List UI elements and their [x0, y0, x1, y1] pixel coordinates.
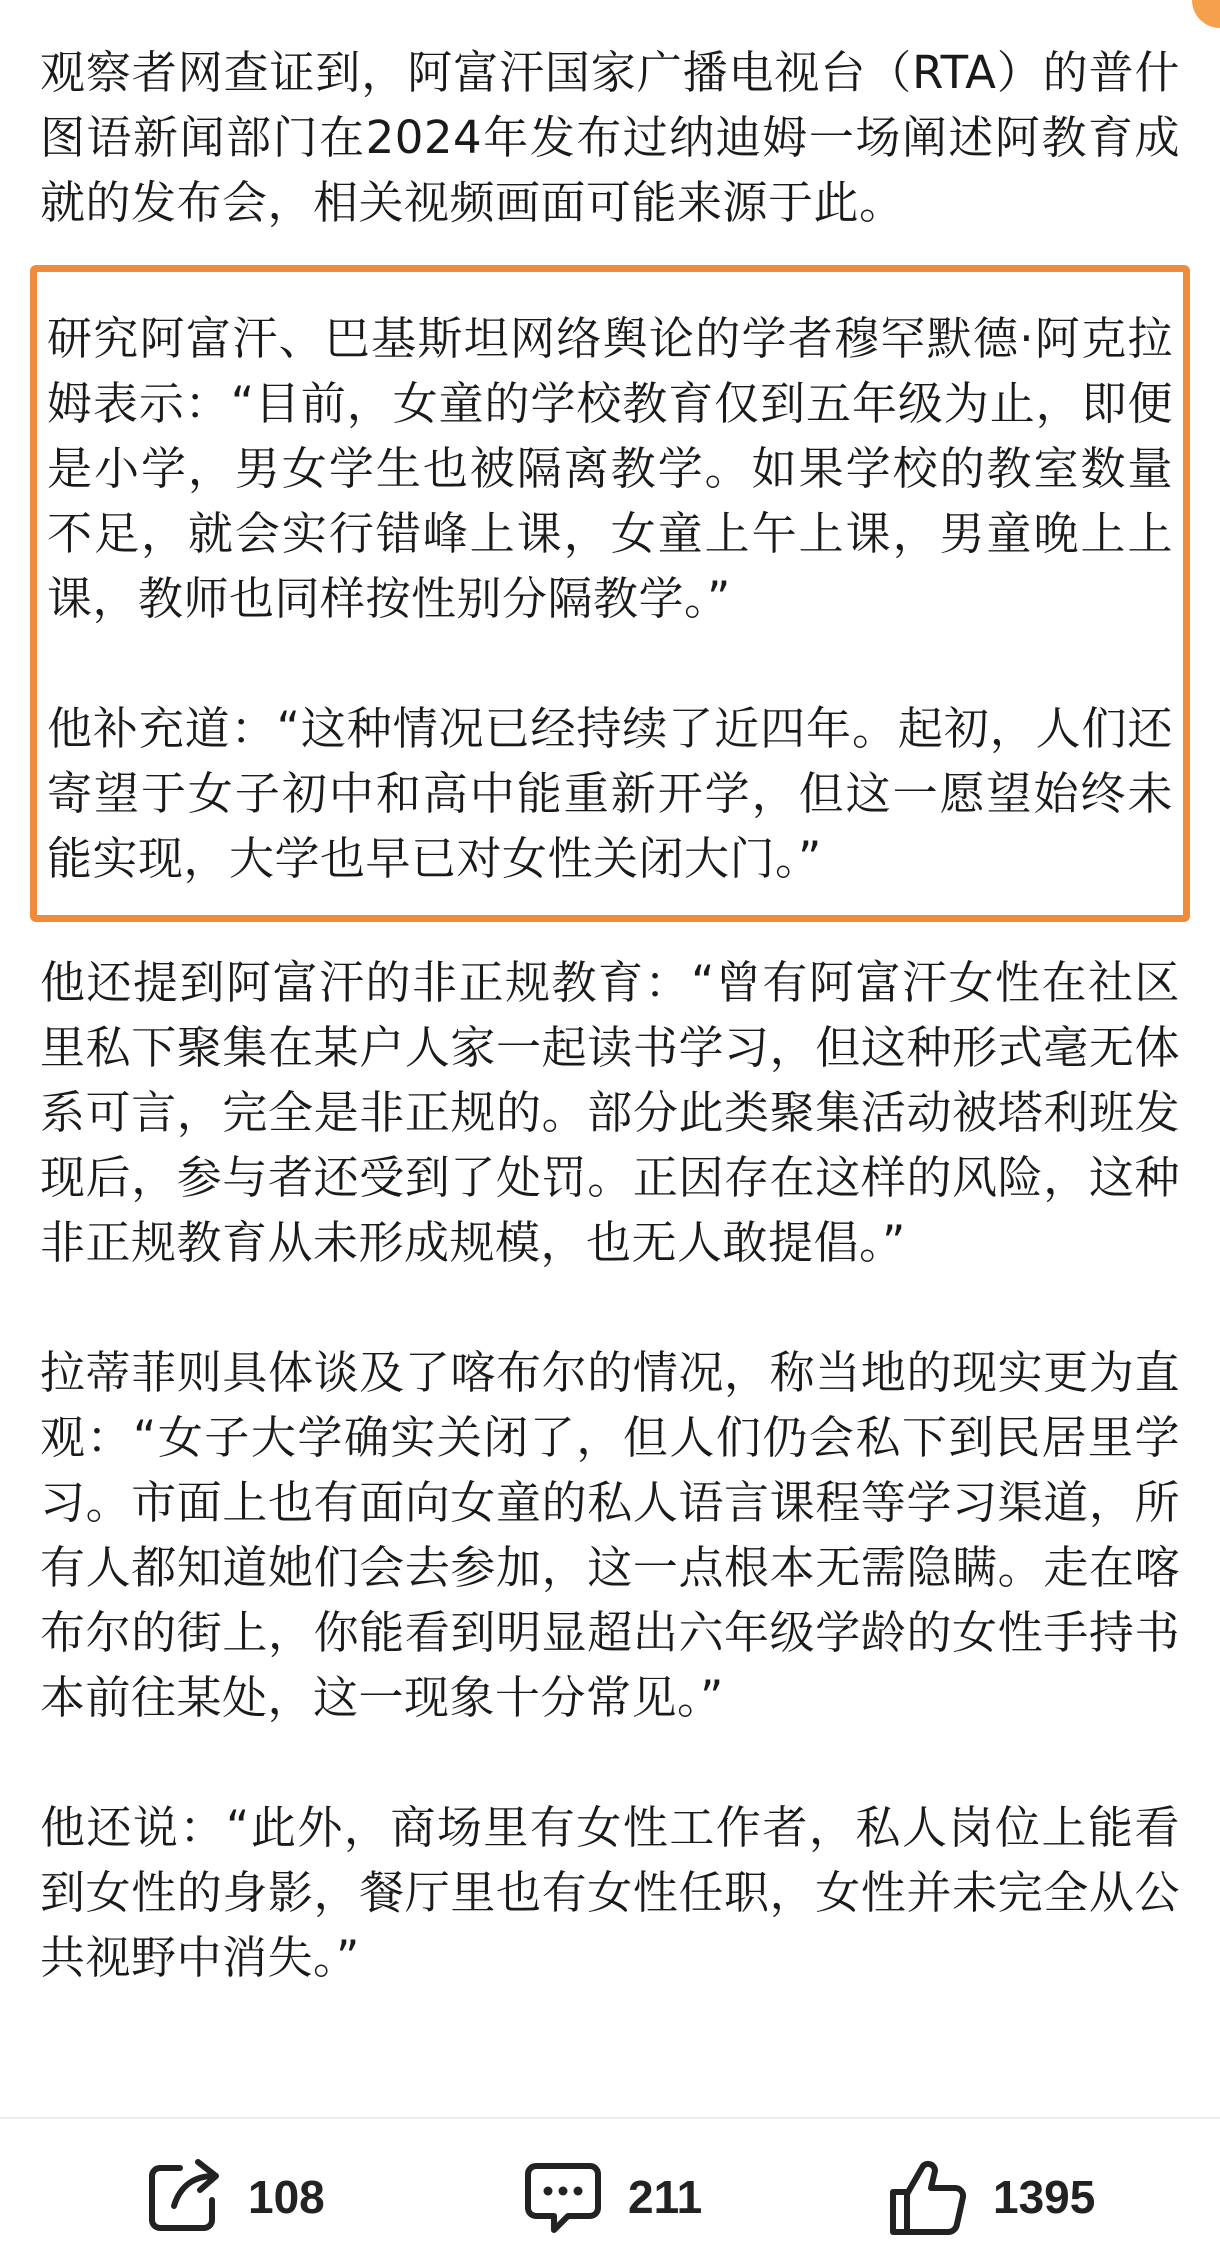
- like-count: 1395: [993, 2171, 1096, 2223]
- comment-icon: [520, 2154, 606, 2240]
- share-icon: [140, 2154, 226, 2240]
- paragraph-rta-check: 观察者网查证到，阿富汗国家广播电视台（RTA）的普什图语新闻部门在2024年发布过纳迪姆一场阐述阿教育成就的发布会，相关视频画面可能来源于此。: [40, 46, 1180, 229]
- share-count: 108: [248, 2171, 325, 2223]
- share-button[interactable]: [140, 2147, 325, 2247]
- paragraph-akram-quote: 研究阿富汗、巴基斯坦网络舆论的学者穆罕默德·阿克拉姆表示：“目前，女童的学校教育仅到五年级为止，即便是小学，男女学生也被隔离教学。如果学校的教室数量不足，就会实行错峰上课，女童上午上课，男童晚上上课，教师也同样按性别分隔教学。”: [47, 312, 1173, 625]
- paragraph-gap: [40, 1730, 1180, 1795]
- paragraph-informal-education: 他还提到阿富汗的非正规教育：“曾有阿富汗女性在社区里私下聚集在某户人家一起读书学习，但这种形式毫无体系可言，完全是非正规的。部分此类聚集活动被塔利班发现后，参与者还受到了处罚。正因存在这样的风险，这种非正规教育从未形成规模，也无人敢提倡。”: [40, 956, 1180, 1269]
- paragraph-akram-supplement: 他补充道：“这种情况已经持续了近四年。起初，人们还寄望于女子初中和高中能重新开学，但这一愿望始终未能实现，大学也早已对女性关闭大门。”: [47, 702, 1173, 885]
- paragraph-latifi-kabul: 拉蒂菲则具体谈及了喀布尔的情况，称当地的现实更为直观：“女子大学确实关闭了，但人们仍会私下到民居里学习。市面上也有面向女童的私人语言课程等学习渠道，所有人都知道她们会去参加，这一点根本无需隐瞒。走在喀布尔的街上，你能看到明显超出六年级学龄的女性手持书本前往某处，这一现象十分常见。”: [40, 1346, 1180, 1724]
- highlighted-quote-box: [30, 265, 1190, 922]
- paragraph-gap: [47, 631, 1173, 696]
- paragraph-gap: [40, 1275, 1180, 1340]
- bottom-action-bar: [0, 2117, 1220, 2267]
- paragraph-women-public: 他还说：“此外，商场里有女性工作者，私人岗位上能看到女性的身影，餐厅里也有女性任职，女性并未完全从公共视野中消失。”: [40, 1801, 1180, 1984]
- comment-count: 211: [628, 2171, 703, 2223]
- thumbs-up-icon: [885, 2154, 971, 2240]
- comment-button[interactable]: [520, 2147, 702, 2247]
- like-button[interactable]: [885, 2147, 1095, 2247]
